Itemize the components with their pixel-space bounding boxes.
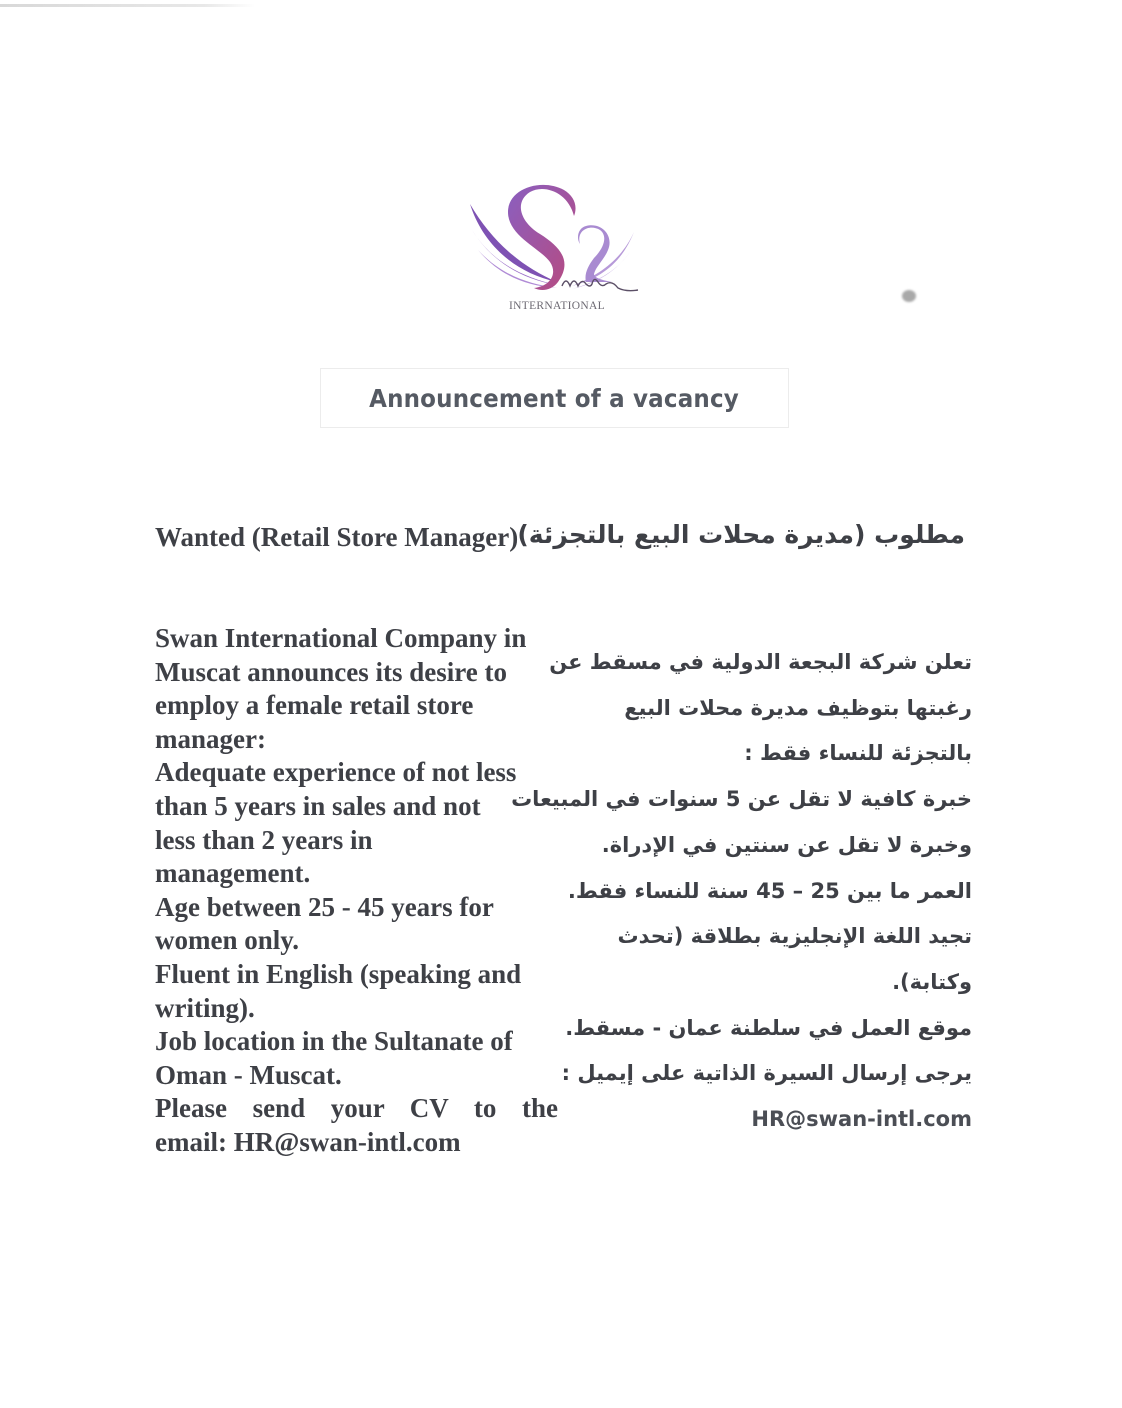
english-line: manager: xyxy=(155,723,266,754)
english-line: management. xyxy=(155,858,311,889)
arabic-line: تعلن شركة البجعة الدولية في مسقط عن xyxy=(549,650,972,674)
arabic-line: رغبتها بتوظيف مديرة محلات البيع xyxy=(624,695,972,720)
arabic-line: بالتجزئة للنساء فقط : xyxy=(744,741,972,766)
announcement-title-box xyxy=(320,368,789,428)
english-line: employ a female retail store xyxy=(155,690,474,721)
scan-speck xyxy=(902,290,916,302)
arabic-line: وخبرة لا تقل عن سنتين في الإدراة. xyxy=(601,832,972,857)
arabic-description xyxy=(511,640,972,1143)
english-line: Fluent in English (speaking and xyxy=(155,958,522,989)
english-line: Muscat announces its desire to xyxy=(155,656,508,687)
arabic-line: موقع العمل في سلطنة عمان - مسقط. xyxy=(565,1015,972,1040)
position-title-english: Wanted (Retail Store Manager) xyxy=(155,522,519,552)
announcement-title: Announcement of a vacancy xyxy=(369,383,740,413)
english-line: Oman - Muscat. xyxy=(155,1059,342,1090)
english-line: Adequate experience of not less xyxy=(155,757,517,788)
english-line: Swan International Company in xyxy=(155,623,527,653)
arabic-line: يرجى إرسال السيرة الذاتية على إيميل : xyxy=(561,1061,972,1086)
english-line-email: email: HR@swan-intl.com xyxy=(155,1126,461,1157)
english-line: writing). xyxy=(155,992,255,1023)
scan-artifact-line xyxy=(0,4,255,7)
arabic-line: وكتابة). xyxy=(892,969,972,994)
logo-caption: INTERNATIONAL xyxy=(509,300,605,312)
english-description xyxy=(155,622,558,1160)
position-title-arabic: مطلوب (مديرة محلات البيع بالتجزئة) xyxy=(517,520,965,549)
english-line: less than 2 years in xyxy=(155,824,373,855)
arabic-line: خبرة كافية لا تقل عن 5 سنوات في المبيعات xyxy=(511,787,972,812)
english-line: Please send your CV to the xyxy=(155,1093,558,1124)
arabic-line: تجيد اللغة الإنجليزية بطلاقة (تحدث xyxy=(617,924,972,949)
swan-logo-icon xyxy=(462,182,652,302)
english-line: women only. xyxy=(155,925,300,956)
arabic-contact-email: HR@swan-intl.com xyxy=(751,1107,972,1132)
english-line: Job location in the Sultanate of xyxy=(155,1026,513,1057)
english-line: Age between 25 - 45 years for xyxy=(155,891,494,922)
english-line: than 5 years in sales and not xyxy=(155,790,481,821)
swan-international-logo xyxy=(462,182,652,322)
arabic-line: العمر ما بين 25 – 45 سنة للنساء فقط. xyxy=(567,878,972,903)
